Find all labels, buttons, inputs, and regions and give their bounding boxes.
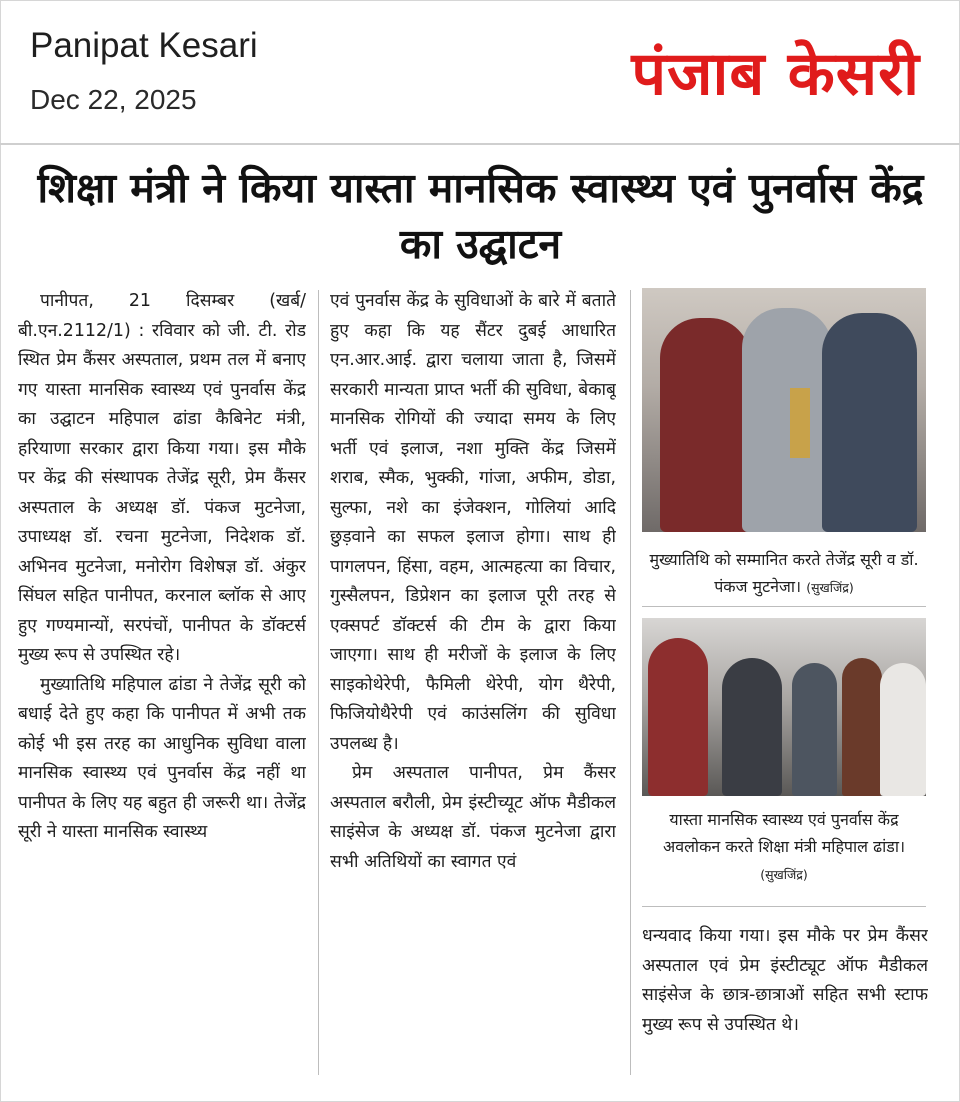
publication-name: Panipat Kesari xyxy=(30,26,258,65)
paragraph: पानीपत, 21 दिसम्बर (खर्ब/बी.एन.2112/1) : रविवार को जी. टी. रोड स्थित प्रेम कैंसर अस्पताल, प्रथम तल में बनाए गए यास्ता मानसिक स्वास्थ्य एवं पुनर्वास केंद्र का उद्घाटन महिपाल ढांडा कैबिनेट मंत्री, हरियाणा सरकार द्वारा किया गया। इस मौके पर केंद्र की संस्थापक तेजेंद्र सूरी, प्रेम कैंसर अस्पताल के अध्यक्ष डॉ. पंकज मुटनेजा, उपाध्यक्ष डॉ. रचना मुटनेजा, निदेशक डॉ. अभिनव मुटनेजा, मनोरोग विशेषज्ञ डॉ. अंकुर सिंघल सहित पानीपत, करनाल ब्लॉक से आए हुए गण्यमान्यों, सरपंचों, पानीपत के डॉक्टर्स मुख्य रूप से उपस्थित रहे। xyxy=(18,291,306,665)
column-divider xyxy=(630,290,631,1075)
paragraph: धन्यवाद किया गया। इस मौके पर प्रेम कैंसर अस्पताल एवं प्रेम इंस्टीट्यूट ऑफ मैडीकल साइंसेज के छात्र-छात्राओं सहित सभी स्टाफ मुख्य रूप से उपस्थित थे। xyxy=(642,926,928,1035)
photo-credit: (सुखजिंद्र) xyxy=(760,867,808,882)
paragraph: एवं पुनर्वास केंद्र के सुविधाओं के बारे में बताते हुए कहा कि यह सैंटर दुबई आधारित एन.आर.आई. द्वारा चलाया जाता है, जिसमें सरकारी मान्यता प्राप्त भर्ती की सुविधा, बेकाबू मानसिक रोगियों की ज्यादा समय के लिए भर्ती एवं इलाज, नशा मुक्ति केंद्र जिसमें शराब, स्मैक, भुक्की, गांजा, अफीम, डोडा, सुल्फा, नशे का इंजेक्शन, गोलियां आदि छुड़वाने का सफल इलाज होगा। साथ ही पागलपन, हिंसा, वहम, आत्महत्या का विचार, गुस्सैलपन, डिप्रेशन का इलाज पूरी तरह से एक्सपर्ट डॉक्टर्स की टीम के द्वारा किया जाएगा। साथ ही मरीजों के इलाज के लिए साइकोथेरेपी, फैमिली थेरेपी, योग थैरेपी, फिजियोथैरेपी एवं काउंसलिंग की सुविधा उपलब्ध है। xyxy=(330,291,616,754)
photo-figure xyxy=(792,663,837,796)
news-photo-felicitation xyxy=(642,288,926,532)
photo-credit: (सुखजिंद्र) xyxy=(806,580,854,595)
caption-divider xyxy=(642,606,926,607)
news-photo-inspection xyxy=(642,618,926,796)
article-column-1 xyxy=(18,287,306,1077)
caption-text: यास्ता मानसिक स्वास्थ्य एवं पुनर्वास केंद्र अवलोकन करते शिक्षा मंत्री महिपाल ढांडा। xyxy=(662,810,906,856)
photo-caption-2 xyxy=(642,806,926,888)
article-headline: शिक्षा मंत्री ने किया यास्ता मानसिक स्वास्थ्य एवं पुनर्वास केंद्र का उद्घाटन xyxy=(37,164,924,268)
photo-figure xyxy=(722,658,782,796)
trophy xyxy=(790,388,810,458)
photo-figure xyxy=(822,313,917,532)
caption-text: मुख्यातिथि को सम्मानित करते तेजेंद्र सूरी व डॉ. पंकज मुटनेजा। xyxy=(649,550,919,596)
newspaper-logo: पंजाब केसरी xyxy=(631,39,920,109)
photo-figure xyxy=(648,638,708,796)
column-divider xyxy=(318,290,319,1075)
caption-divider xyxy=(642,906,926,907)
page-header xyxy=(0,0,960,145)
photo-figure xyxy=(842,658,882,796)
article-column-2 xyxy=(330,287,616,1077)
paragraph: मुख्यातिथि महिपाल ढांडा ने तेजेंद्र सूरी को बधाई देते हुए कहा कि पानीपत में अभी तक कोई भी इस तरह का आधुनिक सुविधा वाला मानसिक स्वास्थ्य एवं पुनर्वास केंद्र नहीं था पानीपत के लिए यह बहुत ही जरूरी था। तेजेंद्र सूरी ने यास्ता मानसिक स्वास्थ्य xyxy=(18,674,306,842)
photo-figure xyxy=(660,318,750,532)
photo-caption-1 xyxy=(642,546,926,601)
photo-figure xyxy=(742,308,832,532)
photo-figure xyxy=(880,663,926,796)
article-column-3 xyxy=(642,922,928,1082)
paragraph: प्रेम अस्पताल पानीपत, प्रेम कैंसर अस्पताल बरौली, प्रेम इंस्टीच्यूट ऑफ मैडीकल साइंसेज के अध्यक्ष डॉ. पंकज मुटनेजा द्वारा सभी अतिथियों का स्वागत एवं xyxy=(330,763,616,872)
publication-date: Dec 22, 2025 xyxy=(30,84,197,115)
